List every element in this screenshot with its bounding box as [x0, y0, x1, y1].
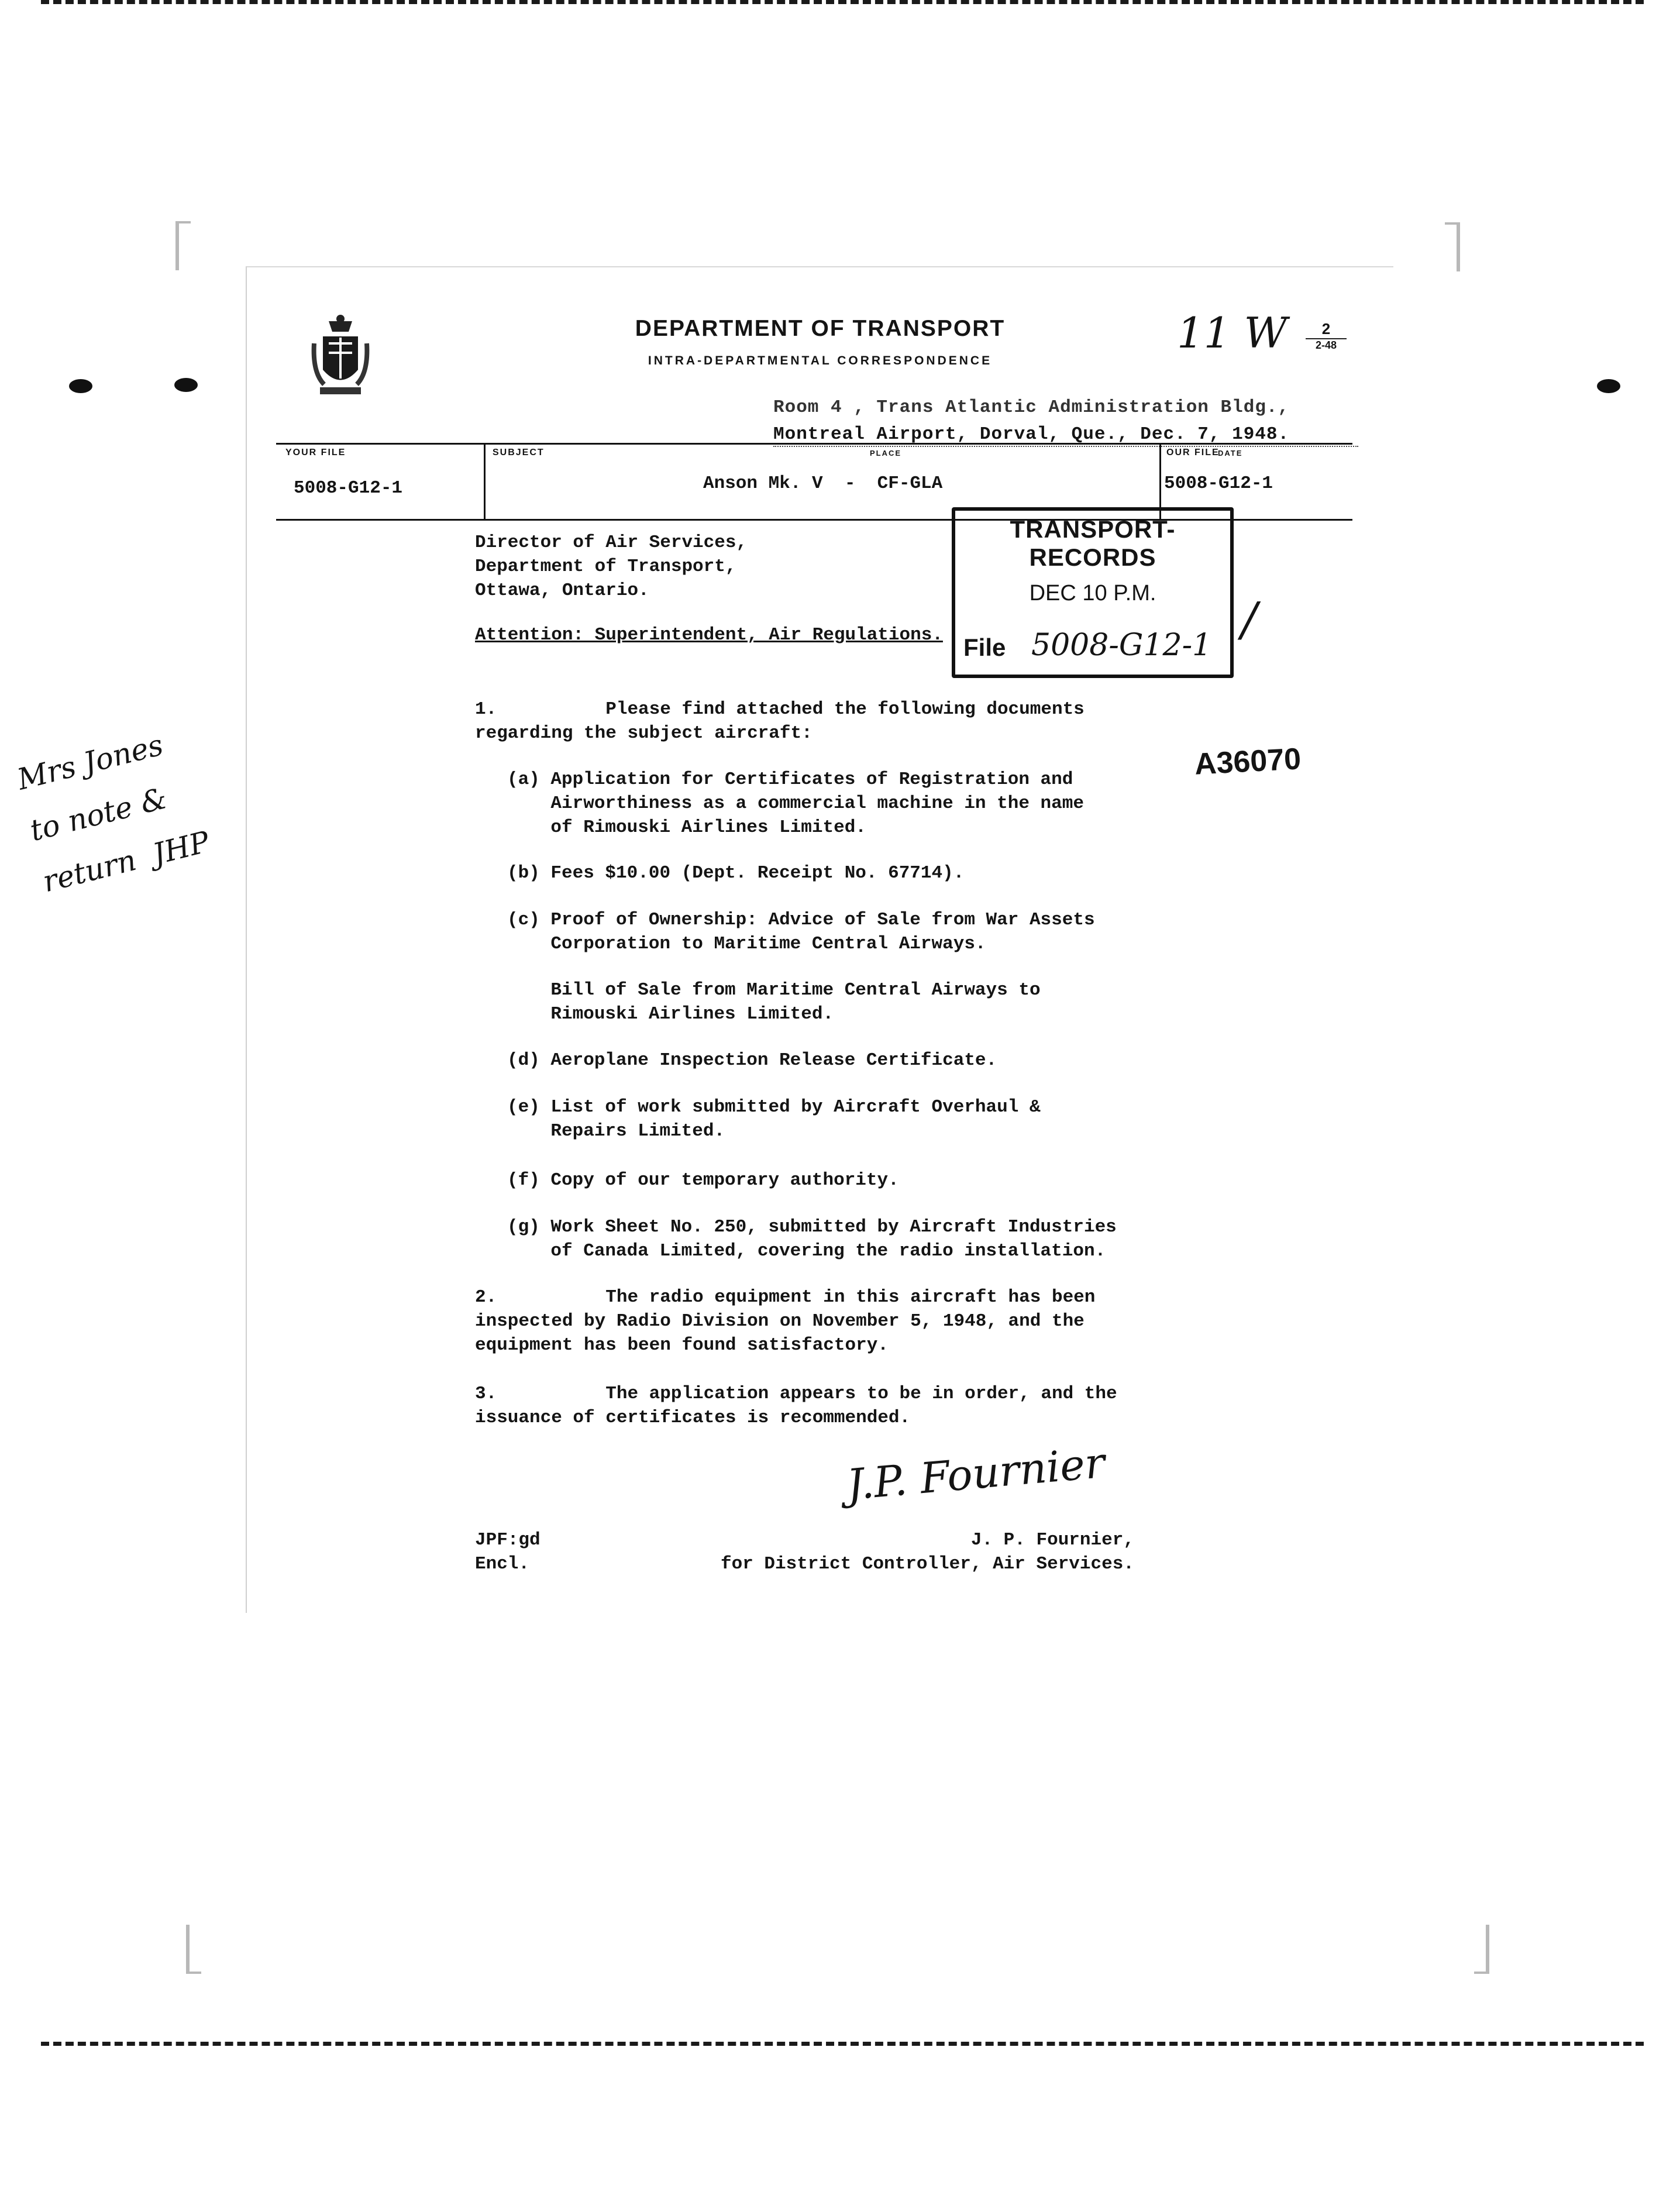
signer-block: J. P. Fournier, for District Controller, Air Services.: [721, 1530, 1134, 1574]
header-divider-left: [484, 444, 486, 519]
your-file-number: 5008-G12-1: [294, 478, 403, 498]
our-file-caption: OUR FILE: [1166, 448, 1220, 457]
perforation-top: [41, 0, 1644, 10]
place-caption: PLACE: [870, 449, 902, 457]
item-g: (g) Work Sheet No. 250, submitted by Aircraft Industries of Canada Limited, covering the radio installation.: [507, 1217, 1117, 1261]
header-rule-top: [276, 443, 1352, 445]
paragraph-1: 1. Please find attached the following documents regarding the subject aircraft:: [475, 699, 1085, 744]
subject-text: Anson Mk. V - CF-GLA: [703, 473, 943, 494]
place-underline: [773, 446, 1358, 447]
item-a: (a) Application for Certificates of Registration and Airworthiness as a commercial machine in the name of Rimouski Airlines Limited.: [507, 769, 1084, 838]
stamp-check-mark: /: [1241, 592, 1257, 646]
perforation-bottom: [41, 2042, 1644, 2052]
transport-records-stamp: [952, 507, 1234, 678]
item-d: (d) Aeroplane Inspection Release Certificate.: [507, 1050, 997, 1071]
punch-hole-mark: [1597, 379, 1620, 393]
handwritten-margin-note: [12, 704, 254, 908]
stamp-file-label: File: [963, 634, 1006, 661]
margin-note-text: Mrs Jones to note & return JHP: [13, 728, 213, 899]
date-caption: DATE: [1218, 449, 1243, 457]
item-c-bill-of-sale: Bill of Sale from Maritime Central Airways to Rimouski Airlines Limited.: [550, 980, 1041, 1024]
item-f: (f) Copy of our temporary authority.: [507, 1170, 899, 1191]
stamp-file-number: 5008-G12-1: [1031, 628, 1212, 663]
item-e: (e) List of work submitted by Aircraft Overhaul & Repairs Limited.: [507, 1097, 1041, 1141]
paragraph-3: 3. The application appears to be in order, and the issuance of certificates is recommended.: [475, 1384, 1117, 1428]
subject-caption: SUBJECT: [493, 448, 545, 457]
paragraph-2: 2. The radio equipment in this aircraft has been inspected by Radio Division on November 5, 1948, and the equipment has been found satisfactory.: [475, 1287, 1096, 1355]
frame-corner-top-right: [1445, 222, 1460, 271]
recipient-address: Director of Air Services, Department of Transport, Ottawa, Ontario.: [475, 532, 748, 601]
stamp-title: TRANSPORT-RECORDS: [1010, 515, 1176, 571]
signature: J.P. Fournier: [845, 1437, 1107, 1510]
item-b: (b) Fees $10.00 (Dept. Receipt No. 67714).: [507, 863, 965, 883]
handwritten-mark: 11 W: [1177, 308, 1287, 357]
form-number: [1306, 320, 1347, 352]
frame-corner-bottom-left: [186, 1925, 201, 1974]
document-number: A36070: [1193, 742, 1302, 782]
correspondence-subtitle: INTRA-DEPARTMENTAL CORRESPONDENCE: [648, 354, 993, 367]
place-line-1: Room 4 , Trans Atlantic Administration Bldg.,: [773, 397, 1290, 418]
our-file-number: 5008-G12-1: [1164, 473, 1273, 494]
department-title: DEPARTMENT OF TRANSPORT: [635, 316, 1006, 341]
typist-initials: JPF:gd Encl.: [475, 1530, 541, 1574]
coat-of-arms-icon: [311, 314, 370, 402]
letter-sheet: [246, 266, 1393, 1613]
your-file-caption: YOUR FILE: [285, 448, 346, 457]
attention-line: Attention: Superintendent, Air Regulations.: [475, 625, 943, 645]
form-year: 2-48: [1315, 339, 1337, 351]
punch-hole-mark: [174, 378, 198, 392]
stamp-date: DEC 10 P.M.: [1029, 581, 1156, 605]
punch-hole-mark: [69, 379, 92, 393]
frame-corner-top-left: [175, 221, 191, 270]
form-number-value: 2: [1306, 320, 1347, 339]
item-c: (c) Proof of Ownership: Advice of Sale from War Assets Corporation to Maritime Central Airways.: [507, 910, 1095, 954]
place-line-2: Montreal Airport, Dorval, Que., Dec. 7, 1948.: [773, 424, 1290, 445]
frame-corner-bottom-right: [1474, 1925, 1489, 1974]
